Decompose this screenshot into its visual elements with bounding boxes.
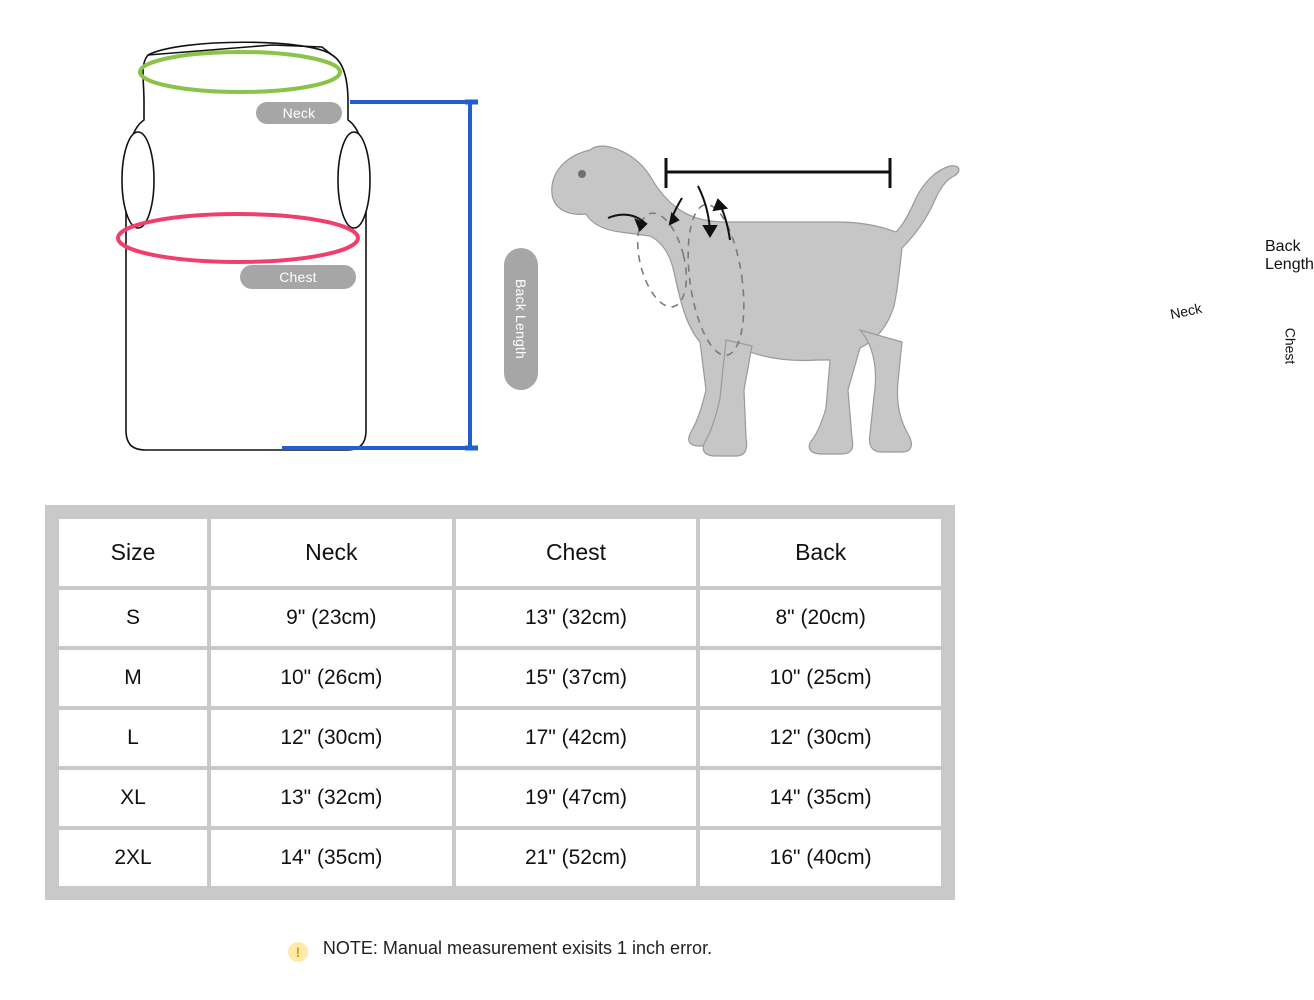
size-table-head [59, 519, 941, 586]
exclamation-icon: ! [288, 942, 308, 962]
cell-chest: 13" (32cm) [456, 590, 697, 646]
table-header-row [59, 519, 941, 586]
dog-chest-label [1272, 327, 1309, 365]
cell-size: S [59, 590, 207, 646]
cell-back: 12" (30cm) [700, 710, 941, 766]
dog-rear-leg [860, 330, 911, 452]
dog-chest-label-text: Chest [1282, 327, 1299, 365]
cell-chest: 15" (37cm) [456, 650, 697, 706]
cell-neck: 13" (32cm) [211, 770, 452, 826]
armhole-right [338, 132, 370, 228]
garment-neck-label-text: Neck [282, 105, 316, 121]
armhole-left [122, 132, 154, 228]
size-table-wrapper [45, 505, 955, 900]
cell-back: 8" (20cm) [700, 590, 941, 646]
table-row [59, 710, 941, 766]
garment-diagram [60, 10, 530, 500]
cell-chest: 21" (52cm) [456, 830, 697, 886]
cell-size: XL [59, 770, 207, 826]
table-row [59, 650, 941, 706]
dog-svg [530, 90, 970, 470]
table-row [59, 770, 941, 826]
note-row [0, 938, 1000, 962]
dog-diagram [530, 90, 1314, 470]
cell-chest: 17" (42cm) [456, 710, 697, 766]
header-size: Size [59, 519, 207, 586]
size-table [55, 515, 945, 890]
garment-svg [60, 10, 520, 500]
cell-neck: 10" (26cm) [211, 650, 452, 706]
cell-neck: 14" (35cm) [211, 830, 452, 886]
size-table-body [59, 590, 941, 886]
table-row [59, 590, 941, 646]
garment-chest-label-text: Chest [279, 269, 317, 285]
garment-back-length-label-text: Back Length [513, 278, 530, 360]
cell-neck: 12" (30cm) [211, 710, 452, 766]
header-chest: Chest [456, 519, 697, 586]
table-row [59, 830, 941, 886]
cell-neck: 9" (23cm) [211, 590, 452, 646]
cell-back: 16" (40cm) [700, 830, 941, 886]
note-text: NOTE: Manual measurement exisits 1 inch error. [322, 938, 713, 958]
dog-back-length-label: Back Length [1265, 238, 1314, 273]
header-back: Back [700, 519, 941, 586]
cell-back: 10" (25cm) [700, 650, 941, 706]
dog-eye [578, 170, 586, 178]
dog-neck-label: Neck [1168, 299, 1204, 323]
cell-back: 14" (35cm) [700, 770, 941, 826]
dog-back-length-bar [666, 158, 890, 188]
cell-size: 2XL [59, 830, 207, 886]
cell-size: L [59, 710, 207, 766]
garment-neck-label [256, 102, 342, 124]
cell-chest: 19" (47cm) [456, 770, 697, 826]
garment-chest-label [240, 265, 356, 289]
header-neck: Neck [211, 519, 452, 586]
cell-size: M [59, 650, 207, 706]
